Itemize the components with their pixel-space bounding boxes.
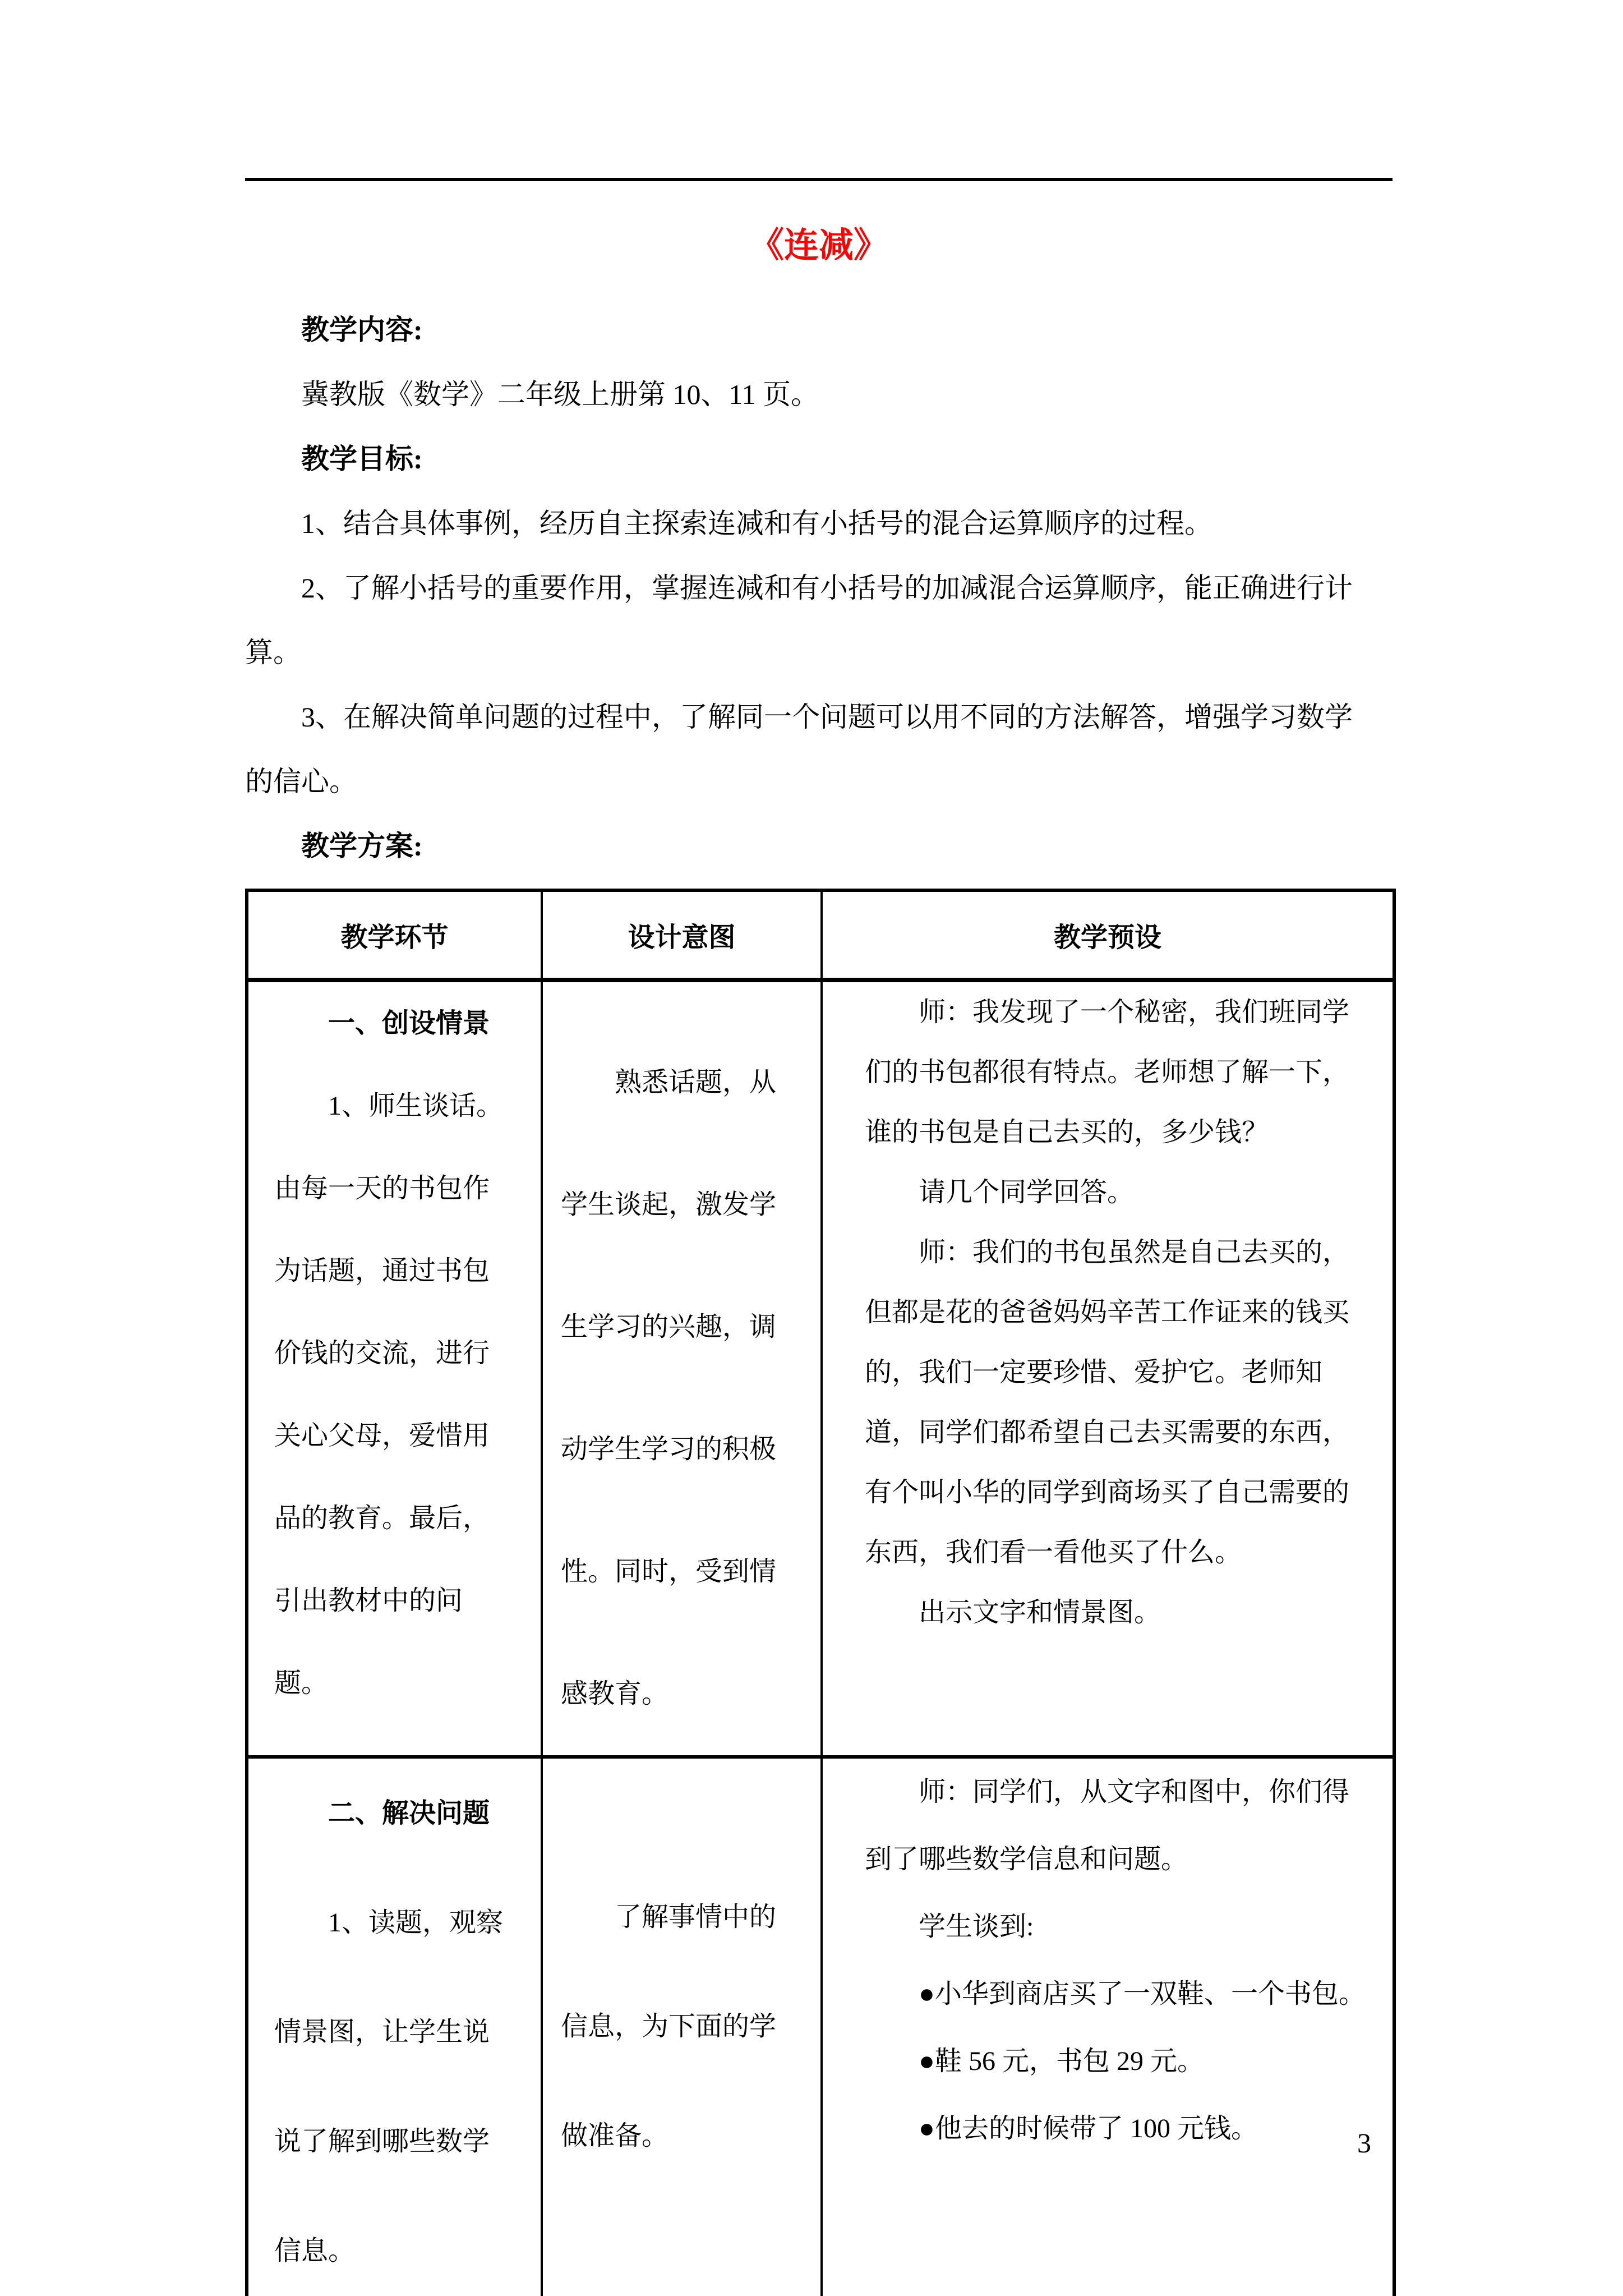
column-header-teaching-preset: 教学预设 [822,890,1394,980]
heading-teaching-goals: 教学目标: [301,443,423,475]
preset-2-bullet-2: ●鞋 56 元，书包 29 元。 [919,2046,1204,2076]
para-goal-1: 1、结合具体事例，经历自主探索连减和有小括号的混合运算顺序的过程。 [301,508,1212,539]
lesson-plan-table [245,889,1396,2296]
preset-2-bullet-1: ●小华到商店买了一双鞋、一个书包。 [919,1979,1366,2009]
para-textbook-reference: 冀教版《数学》二年级上册第 10、11 页。 [301,379,819,410]
table-header-row [247,890,1394,980]
para-goal-2: 2、了解小括号的重要作用，掌握连减和有小括号的加减混合运算顺序，能正确进行计算。 [245,572,1353,668]
step-body-1: 1、师生谈话。由每一天的书包作为话题，通过书包价钱的交流，进行关心父母，爱惜用品的教育。最后，引出教材中的问题。 [274,1091,504,1698]
preset-2-paragraph-1: 师：同学们，从文字和图中，你们得到了哪些数学信息和问题。 [865,1777,1350,1874]
cell-intent-1 [542,980,822,1757]
table-row [247,980,1394,1757]
header-rule [245,178,1393,181]
intent-text-2: 了解事情中的信息，为下面的学做准备。 [561,1902,777,2151]
column-header-teaching-steps: 教学环节 [247,890,542,980]
cell-steps-1 [247,980,542,1757]
step-body-2: 1、读题，观察情景图，让学生说说了解到哪些数学信息。 [274,1908,504,2266]
cell-preset-2 [822,1757,1394,2296]
preset-2-bullet-3: ●他去的时候带了 100 元钱。 [919,2114,1258,2143]
cell-preset-1 [822,980,1394,1757]
column-header-design-intent: 设计意图 [542,890,822,980]
step-title-1: 一、创设情景 [328,1009,490,1038]
preset-1-paragraph-3: 师：我们的书包虽然是自己去买的，但都是花的爸爸妈妈辛苦工作证来的钱买的，我们一定要珍惜、爱护它。老师知道，同学们都希望自己去买需要的东西，有个叫小华的同学到商场买了自己需要的东西，我们看一看他买了什么。 [865,1237,1350,1567]
step-title-2: 二、解决问题 [328,1798,490,1828]
cell-steps-2 [247,1757,542,2296]
heading-teaching-content: 教学内容: [301,314,423,346]
table-row [247,1757,1394,2296]
preset-1-paragraph-1: 师：我发现了一个秘密，我们班同学们的书包都很有特点。老师想了解一下，谁的书包是自己去买的，多少钱？ [865,997,1350,1147]
cell-intent-2 [542,1757,822,2296]
para-goal-3: 3、在解决简单问题的过程中，了解同一个问题可以用不同的方法解答，增强学习数学的信心。 [245,701,1353,797]
document-title: 《连减》 [749,227,888,265]
page-number: 3 [1357,2127,1371,2159]
preset-1-paragraph-4: 出示文字和情景图。 [919,1598,1161,1627]
preset-1-paragraph-2: 请几个同学回答。 [919,1177,1135,1207]
heading-teaching-plan: 教学方案: [301,830,423,862]
document-content [245,0,1393,2296]
preset-2-paragraph-2: 学生谈到: [919,1912,1034,1941]
intent-text-1: 熟悉话题，从学生谈起，激发学生学习的兴趣，调动学生学习的积极性。同时，受到情感教育。 [561,1068,777,1709]
